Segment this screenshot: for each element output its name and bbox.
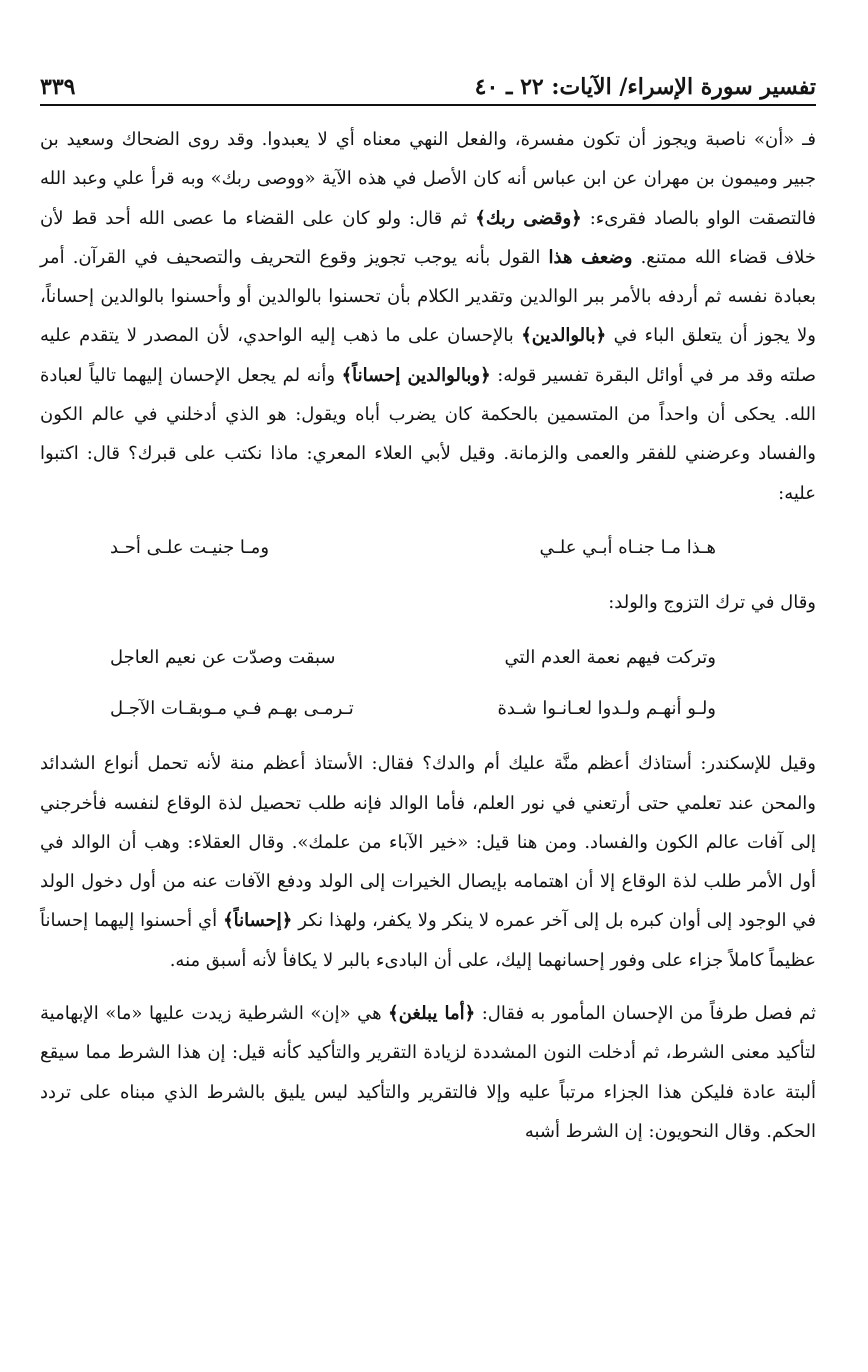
text-run: فـ «أن» ناصبة ويجوز أن تكون مفسرة، والفعل النهي معناه أي لا يعبدوا. وقد روى الضحاك وسعيد بن جبير وميمون بن مهران عن ابن عباس أنه كان الأصل في هذه الآية «ووصى ربك» وبه قرأ علي وعبد الله فالتصقت الواو بالصاد فقرىء: [40, 129, 816, 229]
verse-hemistich-right: ولـو أنهـم ولـدوا لعـانـوا شـدة [497, 698, 716, 720]
text-run-bold: وضعف هذا [548, 246, 633, 268]
text-run: ثم فصل طرفاً من الإحسان المأمور به فقال: [475, 1003, 816, 1025]
verse-hemistich-right: هـذا مـا جنـاه أبـي علـي [539, 536, 716, 558]
spacer [40, 734, 816, 744]
quran-quote: ﴿أما يبلغن﴾ [388, 1003, 476, 1025]
verse-line [40, 684, 816, 734]
quran-quote: ﴿بالوالدين﴾ [521, 325, 607, 347]
text-run: وأنه لم يجعل الإحسان إليهما تالياً لعبادة الله. يحكى أن واحداً من المتسمين بالحكمة كان يضرب أباه ويقول: هو الذي أدخلني في عالم الكون والفساد وعرضني للفقر والعمى والزمانة. وقيل لأبي العلاء المعري: ماذا نكتب على قبرك؟ قال: اكتبوا عليه: [40, 364, 816, 504]
quran-quote: ﴿وبالوالدين إحساناً﴾ [341, 364, 491, 386]
header-rule [40, 104, 816, 106]
page-number: ٣٣٩ [40, 74, 76, 100]
paragraph-1 [40, 120, 816, 513]
quran-quote: ﴿إحساناً﴾ [223, 910, 293, 932]
text-run: القول بأنه يوجب تجويز وقوع التحريف والتصحيف في القرآن. أمر بعبادة نفسه ثم أردفه بالأمر ببر الوالدين وتقدير الكلام بأن تحسنوا بالوالدين أو وأحسنوا بالوالدين إحساناً، ولا يجوز أن يتعلق الباء في [40, 246, 816, 347]
verse-intro: وقال في ترك التزوج والولد: [608, 591, 816, 613]
verse-hemistich-left: سبقت وصدّت عن نعيم العاجل [110, 647, 336, 669]
running-header [40, 62, 816, 100]
spacer [40, 513, 816, 523]
text-run: أي أحسنوا إليهما إحساناً عظيماً كاملاً جزاء على وفور إحسانهما إليك، على أن البادىء بالبر لا يكافأ لأنه أسبق منه. [40, 910, 816, 971]
text-run: هي «إن» الشرطية زيدت عليها «ما» الإبهامية لتأكيد معنى الشرط، ثم أدخلت النون المشددة لزيادة التقرير والتأكيد كأنه قيل: إن هذا الشرط مما سيقع ألبتة عادة فليكن هذا الجزاء مرتباً عليه وإلا فالتقرير والتأكيد ليس يليق بالشرط الذي مبناه على تردد الحكم. وقال النحويون: إن الشرط أشبه [40, 1003, 816, 1142]
spacer [40, 980, 816, 994]
body-text [40, 120, 816, 1151]
verse-hemistich-right: وتركت فيهم نعمة العدم التي [504, 647, 716, 669]
verse-hemistich-left: ومـا جنيـت علـى أحـد [110, 536, 270, 558]
quran-quote: ﴿وقضى ربك﴾ [475, 207, 582, 229]
paragraph-2 [40, 744, 816, 980]
verse-hemistich-left: تـرمـى بهـم فـي مـوبقـات الآجـل [110, 698, 354, 720]
text-run: وقيل للإسكندر: أستاذك أعظم منَّة عليك أم والدك؟ فقال: الأستاذ أعظم منة لأنه تحمل أنواع الشدائد والمحن عند تعلمي حتى أرتعني في نور العلم، فأما الوالد فإنه طلب تحصيل لذة الوقاع لنفسه فأخرجني إلى آفات عالم الكون والفساد. ومن هنا قيل: «خير الآباء من علمك». وقال العقلاء: وهب أن الوالد في أول الأمر طلب لذة الوقاع إلا أن اهتمامه بإيصال الخيرات إلى الولد ودفع الآفات عنه من أول دخول الولد في الوجود إلى أوان كبره بل إلى آخر عمره لا ينكر ولا يكفر، ولهذا نكر [40, 753, 816, 932]
verse-line [40, 632, 816, 684]
spacer [40, 622, 816, 632]
verse-line [40, 523, 816, 573]
running-title: تفسير سورة الإسراء/ الآيات: ٢٢ ـ ٤٠ [474, 74, 816, 100]
text-run: بالإحسان على ما ذهب إليه الواحدي، لأن المصدر لا يتقدم عليه صلته وقد مر في أوائل البقرة تفسير قوله: [40, 325, 816, 386]
spacer [40, 573, 816, 583]
text-run: ثم قال: ولو كان على القضاء ما عصى الله أحد قط لأن خلاف قضاء الله ممتنع. [40, 207, 816, 268]
paragraph-3 [40, 994, 816, 1151]
